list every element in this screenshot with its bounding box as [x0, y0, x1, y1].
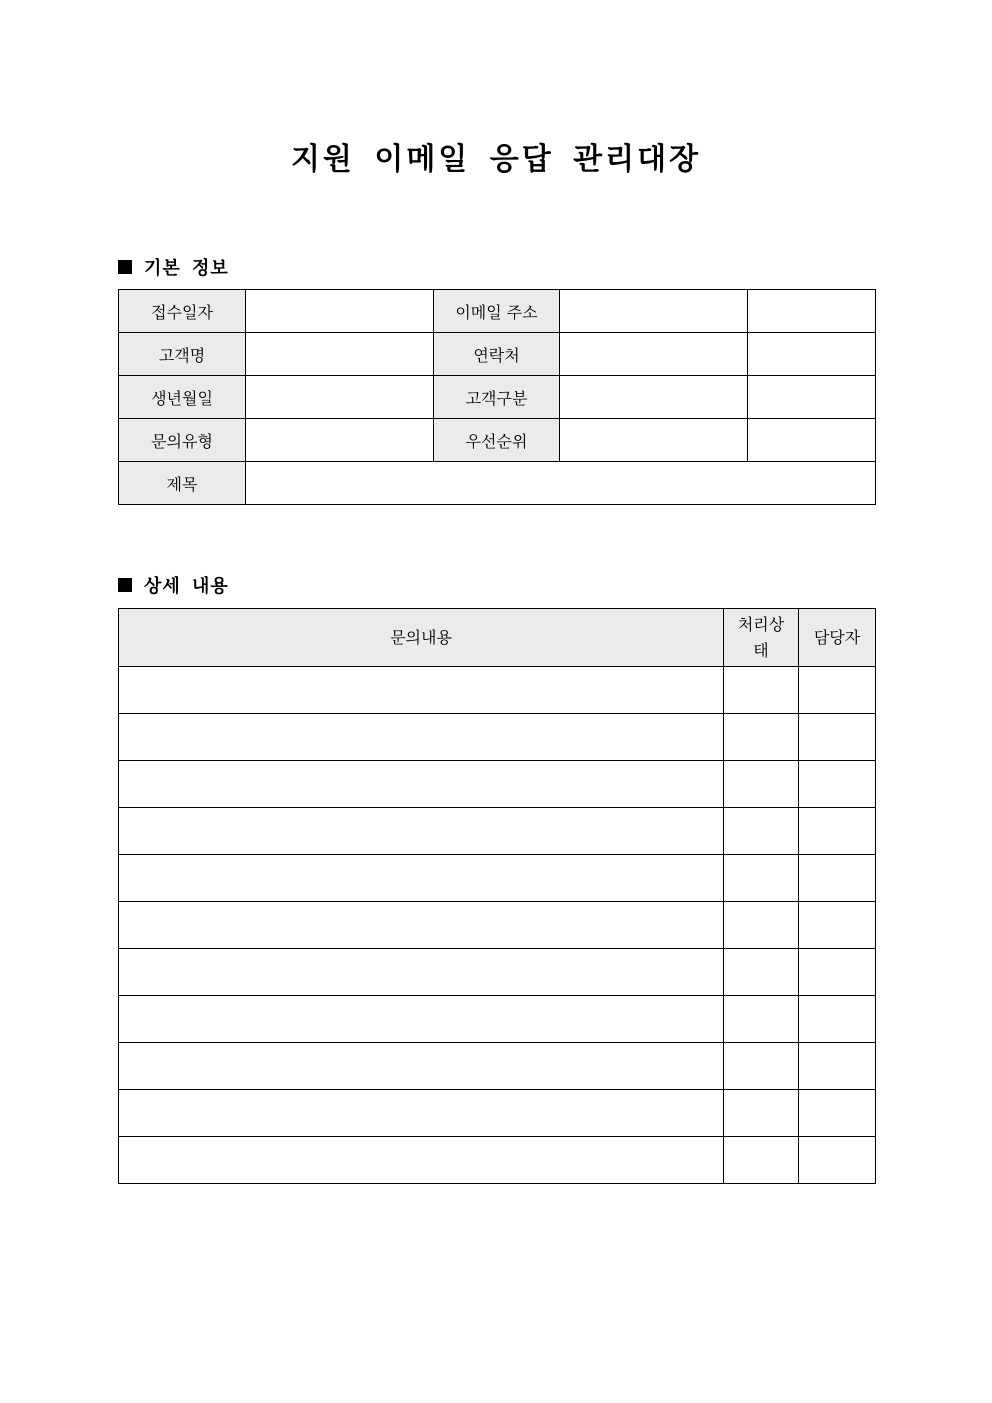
field-email-address-extra[interactable]: [748, 290, 876, 333]
square-bullet-icon: [118, 260, 132, 274]
square-bullet-icon: [118, 578, 132, 592]
basic-info-row: [119, 419, 876, 462]
label-birth-date: 생년월일: [119, 376, 246, 419]
label-email-address: 이메일 주소: [434, 290, 560, 333]
table-row: [119, 855, 876, 902]
basic-info-row: [119, 333, 876, 376]
cell-assignee[interactable]: [799, 902, 876, 949]
page-title: 지원 이메일 응답 관리대장: [290, 142, 702, 177]
field-email-address[interactable]: [560, 290, 748, 333]
cell-assignee[interactable]: [799, 1137, 876, 1184]
field-customer-type-extra[interactable]: [748, 376, 876, 419]
column-header-inquiry-content: 문의내용: [119, 609, 724, 667]
cell-status[interactable]: [724, 949, 799, 996]
cell-assignee[interactable]: [799, 1090, 876, 1137]
cell-inquiry-content[interactable]: [119, 667, 724, 714]
cell-assignee[interactable]: [799, 996, 876, 1043]
table-row: [119, 949, 876, 996]
cell-status[interactable]: [724, 714, 799, 761]
cell-inquiry-content[interactable]: [119, 996, 724, 1043]
label-receipt-date: 접수일자: [119, 290, 246, 333]
cell-assignee[interactable]: [799, 808, 876, 855]
cell-status[interactable]: [724, 667, 799, 714]
cell-status[interactable]: [724, 902, 799, 949]
section-heading-detail-text: 상세 내용: [144, 576, 229, 597]
field-contact-extra[interactable]: [748, 333, 876, 376]
field-customer-name[interactable]: [246, 333, 434, 376]
cell-assignee[interactable]: [799, 1043, 876, 1090]
cell-status[interactable]: [724, 1137, 799, 1184]
cell-status[interactable]: [724, 1043, 799, 1090]
table-row: [119, 1043, 876, 1090]
basic-info-row: [119, 290, 876, 333]
field-priority-extra[interactable]: [748, 419, 876, 462]
table-row: [119, 667, 876, 714]
table-row: [119, 761, 876, 808]
detail-table: [118, 608, 876, 1184]
cell-inquiry-content[interactable]: [119, 1043, 724, 1090]
cell-assignee[interactable]: [799, 714, 876, 761]
label-subject: 제목: [119, 462, 246, 505]
table-row: [119, 808, 876, 855]
cell-status[interactable]: [724, 1090, 799, 1137]
section-heading-basic-text: 기본 정보: [144, 258, 229, 279]
table-row: [119, 714, 876, 761]
label-contact: 연락처: [434, 333, 560, 376]
label-priority: 우선순위: [434, 419, 560, 462]
table-row: [119, 1090, 876, 1137]
table-row: [119, 902, 876, 949]
column-header-status-line2: 태: [753, 640, 769, 660]
column-header-assignee: 담당자: [799, 609, 876, 667]
cell-assignee[interactable]: [799, 667, 876, 714]
column-header-status: [724, 609, 799, 667]
detail-header-row: [119, 609, 876, 667]
label-customer-type: 고객구분: [434, 376, 560, 419]
cell-inquiry-content[interactable]: [119, 1137, 724, 1184]
cell-status[interactable]: [724, 855, 799, 902]
basic-info-table: [118, 289, 876, 505]
section-heading-detail: [118, 572, 229, 598]
cell-inquiry-content[interactable]: [119, 949, 724, 996]
field-subject[interactable]: [246, 462, 876, 505]
column-header-status-line1: 처리상: [737, 614, 785, 634]
cell-inquiry-content[interactable]: [119, 855, 724, 902]
field-inquiry-type[interactable]: [246, 419, 434, 462]
section-heading-basic: [118, 254, 229, 280]
field-receipt-date[interactable]: [246, 290, 434, 333]
basic-info-row: [119, 376, 876, 419]
cell-assignee[interactable]: [799, 855, 876, 902]
cell-status[interactable]: [724, 808, 799, 855]
cell-assignee[interactable]: [799, 949, 876, 996]
table-row: [119, 1137, 876, 1184]
cell-status[interactable]: [724, 761, 799, 808]
cell-inquiry-content[interactable]: [119, 902, 724, 949]
cell-inquiry-content[interactable]: [119, 808, 724, 855]
field-birth-date[interactable]: [246, 376, 434, 419]
table-row: [119, 996, 876, 1043]
label-inquiry-type: 문의유형: [119, 419, 246, 462]
cell-inquiry-content[interactable]: [119, 714, 724, 761]
cell-status[interactable]: [724, 996, 799, 1043]
basic-info-row: [119, 462, 876, 505]
field-customer-type[interactable]: [560, 376, 748, 419]
cell-inquiry-content[interactable]: [119, 1090, 724, 1137]
field-priority[interactable]: [560, 419, 748, 462]
cell-assignee[interactable]: [799, 761, 876, 808]
field-contact[interactable]: [560, 333, 748, 376]
label-customer-name: 고객명: [119, 333, 246, 376]
cell-inquiry-content[interactable]: [119, 761, 724, 808]
